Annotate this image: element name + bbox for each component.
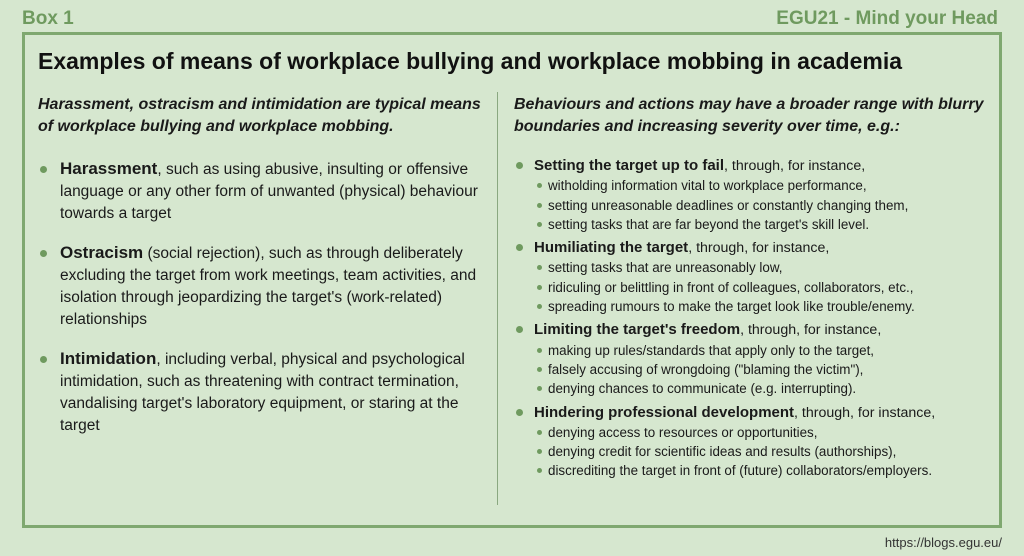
sub-list [534, 423, 994, 481]
list-item [514, 403, 994, 481]
sub-item: setting unreasonable deadlines or constantly changing them, [534, 196, 994, 215]
sub-item: witholding information vital to workplace performance, [534, 176, 994, 195]
item-text: , including verbal, physical and psychological intimidation, such as threatening with contract termination, vandalising target's laboratory equipment, or staring at the target [60, 351, 465, 434]
list-item [38, 348, 486, 437]
list-item [514, 156, 994, 234]
sub-item: making up rules/standards that apply only to the target, [534, 341, 994, 360]
item-term: Setting the target up to fail [534, 157, 724, 174]
item-term: Intimidation [60, 349, 157, 368]
sub-item: setting tasks that are far beyond the target's skill level. [534, 215, 994, 234]
list-item [38, 158, 486, 225]
brand-label: EGU21 - Mind your Head [776, 8, 998, 29]
source-url[interactable]: https://blogs.egu.eu/ [884, 535, 1002, 550]
list-item [514, 320, 994, 398]
item-text: (social rejection), such as through deliberately excluding the target from work meetings, team activities, and isolation through jeopardizing the target's (work-related) relationships [60, 245, 477, 328]
item-text: , through, for instance, [740, 322, 882, 339]
list-item [514, 238, 994, 316]
item-term: Limiting the target's freedom [534, 321, 741, 339]
item-text: , through, for instance, [688, 240, 830, 257]
sub-list [534, 176, 994, 234]
right-list [514, 156, 994, 481]
item-term: Humiliating the target [534, 239, 689, 257]
sub-item: denying chances to communicate (e.g. interrupting). [534, 379, 994, 398]
item-term: Ostracism [60, 243, 144, 262]
item-text: , through, for instance, [724, 158, 866, 174]
item-text: , through, for instance, [794, 404, 936, 421]
sub-item: denying access to resources or opportunities, [534, 423, 994, 442]
sub-item: falsely accusing of wrongdoing ("blaming the victim"), [534, 360, 994, 379]
column-divider [497, 92, 498, 505]
sub-item: setting tasks that are unreasonably low, [534, 258, 994, 277]
sub-item: spreading rumours to make the target look like trouble/enemy. [534, 297, 994, 316]
left-list [38, 158, 486, 437]
list-item [38, 242, 486, 331]
item-term: Hindering professional development [534, 403, 795, 421]
item-term: Harassment [60, 159, 158, 178]
sub-list [534, 258, 994, 316]
right-intro: Behaviours and actions may have a broader range with blurry boundaries and increasing severity over time, e.g.: [514, 96, 984, 135]
left-column [38, 94, 486, 454]
box-label: Box 1 [22, 8, 74, 29]
sub-item: denying credit for scientific ideas and results (authorships), [534, 442, 994, 461]
sub-item: discrediting the target in front of (future) collaborators/employers. [534, 461, 994, 480]
sub-list [534, 341, 994, 399]
right-column [514, 94, 994, 485]
item-text: , such as using abusive, insulting or offensive language or any other form of unwanted (physical) behaviour towards a target [60, 161, 478, 222]
page-title: Examples of means of workplace bullying and workplace mobbing in academia [38, 48, 903, 74]
sub-item: ridiculing or belittling in front of colleagues, collaborators, etc., [534, 278, 994, 297]
left-intro: Harassment, ostracism and intimidation are typical means of workplace bullying and workplace mobbing. [38, 96, 481, 135]
